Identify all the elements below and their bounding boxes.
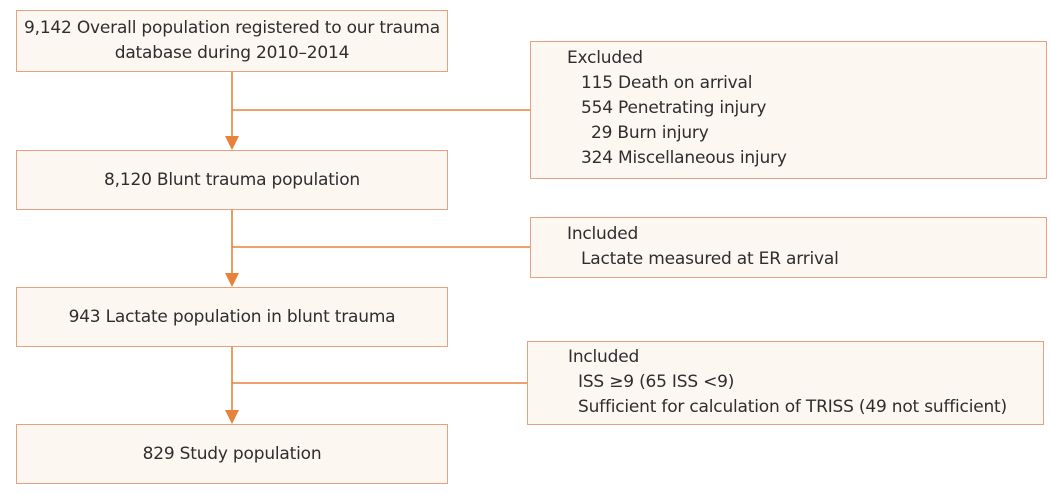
criteria-item: Lactate measured at ER arrival [581, 249, 839, 269]
criteria-item: Sufficient for calculation of TRISS (49 not sufficient) [578, 397, 1007, 417]
criteria-heading: Excluded [567, 48, 643, 68]
flow-step-blunt-trauma [16, 150, 448, 210]
criteria-item: 115 Death on arrival [581, 73, 753, 93]
criteria-heading: Included [568, 347, 640, 367]
criteria-item: ISS ≥9 (65 ISS <9) [578, 372, 735, 392]
criteria-box-excluded [530, 41, 1047, 179]
flow-step-label: 8,120 Blunt trauma population [104, 169, 360, 190]
criteria-item: 554 Penetrating injury [581, 98, 767, 118]
arrow-head-2 [225, 273, 239, 287]
arrow-head-3 [225, 410, 239, 424]
criteria-box-included-iss [527, 341, 1044, 425]
flow-step-label: 9,142 Overall population registered to our trauma database during 2010–2014 [24, 18, 440, 63]
criteria-item: 324 Miscellaneous injury [581, 148, 787, 168]
flow-step-label: 829 Study population [142, 443, 322, 464]
criteria-box-included-lactate [530, 217, 1047, 278]
flow-step-overall-population [16, 10, 448, 72]
flow-step-lactate-population [16, 287, 448, 347]
flow-step-label: 943 Lactate population in blunt trauma [68, 306, 396, 327]
criteria-item: 29 Burn injury [591, 123, 709, 143]
flow-step-study-population [16, 424, 448, 484]
criteria-heading: Included [567, 224, 639, 244]
arrow-head-1 [225, 136, 239, 150]
